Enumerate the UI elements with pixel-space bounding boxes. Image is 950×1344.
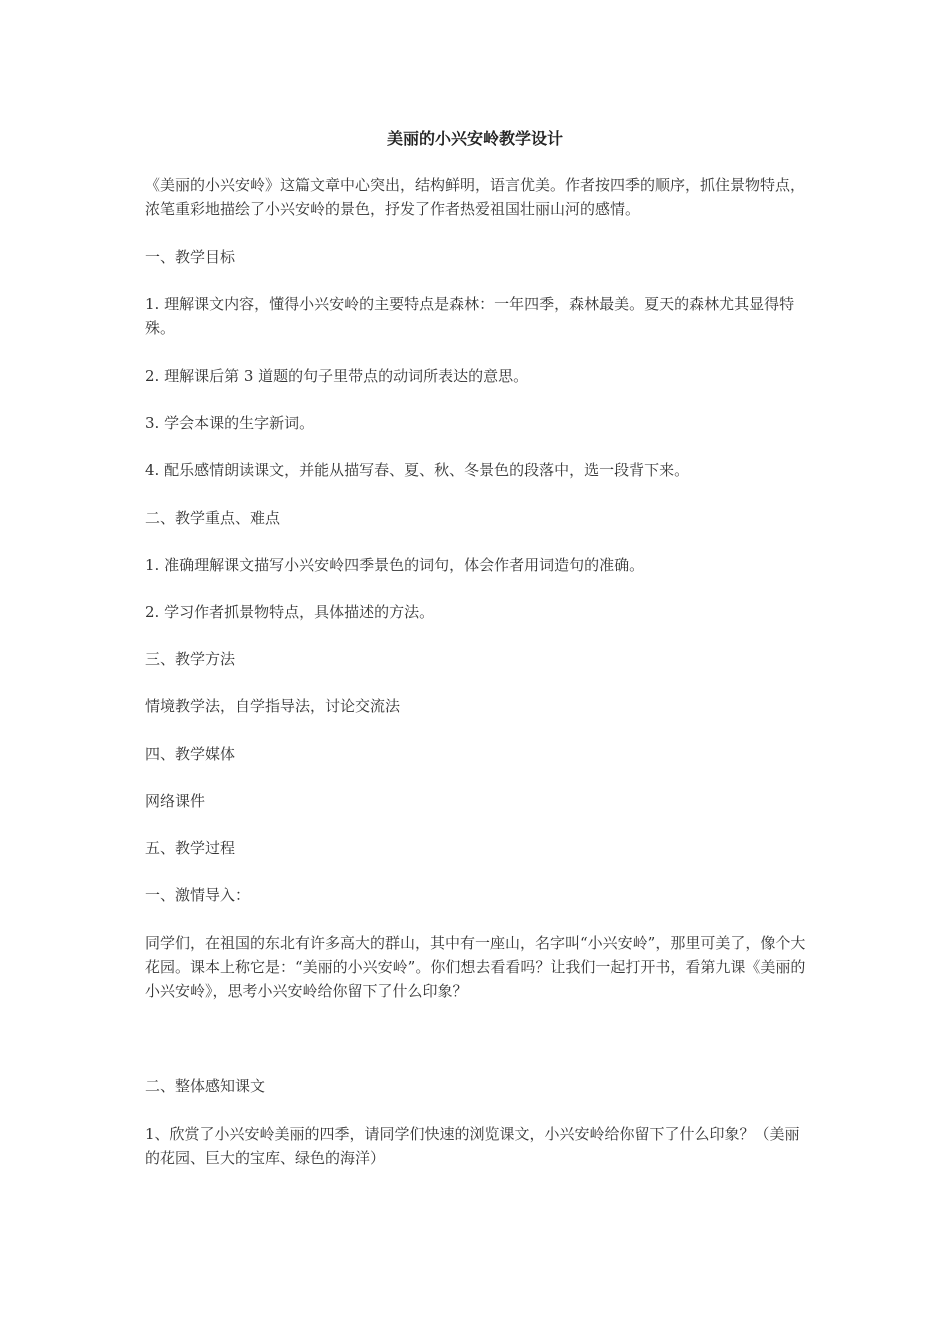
step-2-body: 1、欣赏了小兴安岭美丽的四季，请同学们快速的浏览课文，小兴安岭给你留下了什么印象？（美丽的花园、巨大的宝库、绿色的海洋） [145, 1125, 800, 1167]
section-heading-media: 四、教学媒体 [145, 745, 236, 763]
goal-item-3: 3. 学会本课的生字新词。 [145, 414, 315, 432]
key-point-1: 1. 准确理解课文描写小兴安岭四季景色的词句，体会作者用词造句的准确。 [145, 556, 645, 574]
goal-item-1: 1. 理解课文内容，懂得小兴安岭的主要特点是森林：一年四季，森林最美。夏天的森林尤其显得特殊。 [145, 295, 795, 337]
step-1-body: 同学们，在祖国的东北有许多高大的群山，其中有一座山，名字叫“小兴安岭”，那里可美了，像个大花园。课本上称它是：“美丽的小兴安岭”。你们想去看看吗？让我们一起打开书，看第九课《美丽的小兴安岭》，思考小兴安岭给你留下了什么印象？ [145, 934, 806, 1000]
section-heading-key-points: 二、教学重点、难点 [145, 509, 281, 527]
step-2-heading: 二、整体感知课文 [145, 1077, 266, 1095]
section-heading-teaching-goals: 一、教学目标 [145, 248, 236, 266]
section-heading-process: 五、教学过程 [145, 839, 236, 857]
document-title: 美丽的小兴安岭教学设计 [386, 129, 563, 148]
section-heading-methods: 三、教学方法 [145, 650, 236, 668]
goal-item-2: 2. 理解课后第 3 道题的句子里带点的动词所表达的意思。 [145, 367, 529, 385]
methods-text: 情境教学法，自学指导法，讨论交流法 [145, 697, 401, 715]
step-1-heading: 一、激情导入： [145, 886, 251, 904]
goal-item-4: 4. 配乐感情朗读课文，并能从描写春、夏、秋、冬景色的段落中，选一段背下来。 [145, 461, 690, 479]
intro-paragraph: 《美丽的小兴安岭》这篇文章中心突出，结构鲜明，语言优美。作者按四季的顺序，抓住景物特点，浓笔重彩地描绘了小兴安岭的景色，抒发了作者热爱祖国壮丽山河的感情。 [145, 176, 806, 218]
media-text: 网络课件 [145, 792, 206, 810]
key-point-2: 2. 学习作者抓景物特点，具体描述的方法。 [145, 603, 435, 621]
